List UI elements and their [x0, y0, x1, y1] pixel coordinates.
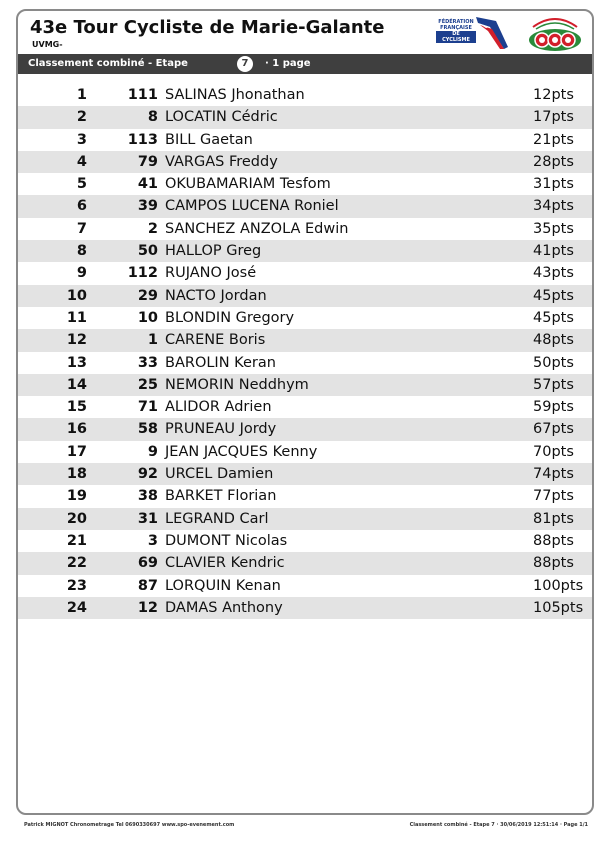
cell-pts: 31pts: [533, 176, 574, 193]
cell-bib: 112: [127, 265, 158, 282]
banner-label: Classement combiné - Etape: [28, 58, 188, 69]
cell-rank: 10: [66, 287, 87, 304]
stage-number-badge: 7: [237, 56, 253, 72]
table-row: [18, 463, 592, 485]
cell-pts: 35pts: [533, 220, 574, 237]
ranking-banner: [18, 54, 592, 74]
table-row: [18, 195, 592, 217]
cell-bib: 87: [137, 577, 158, 594]
cell-name: DUMONT Nicolas: [165, 532, 288, 549]
cell-rank: 7: [76, 220, 87, 237]
table-row: [18, 173, 592, 195]
table-row: [18, 285, 592, 307]
cell-rank: 5: [76, 176, 87, 193]
cell-rank: 18: [66, 466, 87, 483]
cell-pts: 88pts: [533, 555, 574, 572]
cell-name: BILL Gaetan: [165, 131, 253, 148]
cell-pts: 59pts: [533, 399, 574, 416]
cell-pts: 21pts: [533, 131, 574, 148]
table-row: [18, 441, 592, 463]
cell-name: JEAN JACQUES Kenny: [165, 443, 318, 460]
ffc-logo-line3: DE CYCLISME: [436, 31, 476, 43]
banner-pages: · 1 page: [265, 58, 311, 69]
cell-pts: 74pts: [533, 466, 574, 483]
cell-pts: 41pts: [533, 243, 574, 260]
cell-bib: 8: [147, 109, 158, 126]
footer-right: Classement combiné - Etape 7 · 30/06/2019 12:51:14 · Page 1/1: [409, 822, 588, 828]
cell-name: SALINAS Jhonathan: [165, 87, 305, 103]
cell-name: BARKET Florian: [165, 488, 277, 505]
cell-pts: 88pts: [533, 532, 574, 549]
cell-name: ALIDOR Adrien: [165, 399, 272, 416]
cell-pts: 77pts: [533, 488, 574, 505]
table-row: [18, 240, 592, 262]
cell-rank: 23: [66, 577, 87, 594]
cell-name: CLAVIER Kendric: [165, 555, 285, 572]
cell-pts: 50pts: [533, 354, 574, 371]
page-subtitle: UVMG-: [32, 40, 63, 49]
table-row: [18, 530, 592, 552]
cell-rank: 24: [66, 599, 87, 616]
cell-rank: 16: [66, 421, 87, 438]
table-row: [18, 84, 592, 106]
cell-name: HALLOP Greg: [165, 243, 262, 260]
cell-name: NACTO Jordan: [165, 287, 267, 304]
table-row: [18, 329, 592, 351]
cell-rank: 20: [66, 510, 87, 527]
cell-pts: 28pts: [533, 153, 574, 170]
cell-bib: 12: [137, 599, 158, 616]
cell-pts: 48pts: [533, 332, 574, 349]
cell-rank: 6: [76, 198, 87, 215]
cell-pts: 17pts: [533, 109, 574, 126]
cell-bib: 69: [137, 555, 158, 572]
cell-name: LORQUIN Kenan: [165, 577, 281, 594]
cell-rank: 22: [66, 555, 87, 572]
cell-name: PRUNEAU Jordy: [165, 421, 277, 438]
cell-rank: 17: [66, 443, 87, 460]
table-row: [18, 552, 592, 574]
cell-pts: 67pts: [533, 421, 574, 438]
table-row: [18, 129, 592, 151]
cell-pts: 70pts: [533, 443, 574, 460]
cell-name: SANCHEZ ANZOLA Edwin: [165, 220, 349, 237]
ffc-logo: [436, 15, 510, 51]
cell-bib: 71: [137, 399, 158, 416]
ffc-emblem-icon: [474, 15, 510, 51]
cell-rank: 15: [66, 399, 87, 416]
cell-rank: 13: [66, 354, 87, 371]
table-row: [18, 418, 592, 440]
cell-pts: 81pts: [533, 510, 574, 527]
table-row: [18, 151, 592, 173]
cell-rank: 19: [66, 488, 87, 505]
table-row: [18, 485, 592, 507]
cell-rank: 8: [76, 243, 87, 260]
cell-name: RUJANO José: [165, 265, 257, 282]
cell-pts: 45pts: [533, 287, 574, 304]
cell-rank: 4: [76, 153, 87, 170]
cell-rank: 2: [76, 109, 87, 126]
cell-pts: 43pts: [533, 265, 574, 282]
cell-bib: 79: [137, 153, 158, 170]
cell-bib: 92: [137, 466, 158, 483]
cell-pts: 57pts: [533, 376, 574, 393]
cell-name: OKUBAMARIAM Tesfom: [165, 176, 331, 193]
table-row: [18, 597, 592, 619]
cell-bib: 25: [137, 376, 158, 393]
cell-rank: 9: [76, 265, 87, 282]
cell-pts: 105pts: [533, 599, 584, 616]
cell-bib: 41: [137, 176, 158, 193]
cell-pts: 100pts: [533, 577, 584, 594]
cell-name: LEGRAND Carl: [165, 510, 269, 527]
page-title: 43e Tour Cycliste de Marie-Galante: [30, 17, 385, 38]
table-row: [18, 352, 592, 374]
cell-bib: 3: [147, 532, 158, 549]
cell-rank: 1: [76, 87, 87, 103]
cell-bib: 58: [137, 421, 158, 438]
cell-name: CAMPOS LUCENA Roniel: [165, 198, 339, 215]
cell-name: URCEL Damien: [165, 466, 274, 483]
cell-rank: 12: [66, 332, 87, 349]
table-row: [18, 508, 592, 530]
cell-rank: 14: [66, 376, 87, 393]
ranking-table: [18, 84, 592, 619]
cell-bib: 2: [147, 220, 158, 237]
table-row: [18, 396, 592, 418]
cell-bib: 31: [137, 510, 158, 527]
ffc-logo-line1: FÉDÉRATION: [438, 19, 474, 25]
cell-name: LOCATIN Cédric: [165, 109, 278, 126]
ffc-logo-line2: FRANÇAISE: [440, 25, 472, 31]
cell-name: VARGAS Freddy: [165, 153, 278, 170]
cell-name: NEMORIN Neddhym: [165, 376, 309, 393]
footer-left: Patrick MIGNOT Chronometrage Tel 0690330697 www.spo-evenement.com: [24, 822, 235, 828]
table-row: [18, 218, 592, 240]
cell-rank: 3: [76, 131, 87, 148]
cell-bib: 1: [147, 332, 158, 349]
cell-bib: 113: [127, 131, 158, 148]
cell-rank: 21: [66, 532, 87, 549]
cell-bib: 9: [147, 443, 158, 460]
table-row: [18, 307, 592, 329]
cell-bib: 111: [127, 87, 158, 103]
cell-bib: 33: [137, 354, 158, 371]
cell-bib: 50: [137, 243, 158, 260]
cell-name: DAMAS Anthony: [165, 599, 283, 616]
cell-rank: 11: [66, 309, 87, 326]
cell-name: BLONDIN Gregory: [165, 309, 295, 326]
cell-name: CARENE Boris: [165, 332, 266, 349]
table-row: [18, 262, 592, 284]
cell-pts: 12pts: [533, 87, 574, 103]
table-row: [18, 106, 592, 128]
obc-logo: [527, 13, 583, 53]
table-row: [18, 374, 592, 396]
cell-pts: 34pts: [533, 198, 574, 215]
cell-name: BAROLIN Keran: [165, 354, 276, 371]
table-row: [18, 575, 592, 597]
cell-pts: 45pts: [533, 309, 574, 326]
cell-bib: 39: [137, 198, 158, 215]
cell-bib: 29: [137, 287, 158, 304]
cell-bib: 38: [137, 488, 158, 505]
cell-bib: 10: [137, 309, 158, 326]
